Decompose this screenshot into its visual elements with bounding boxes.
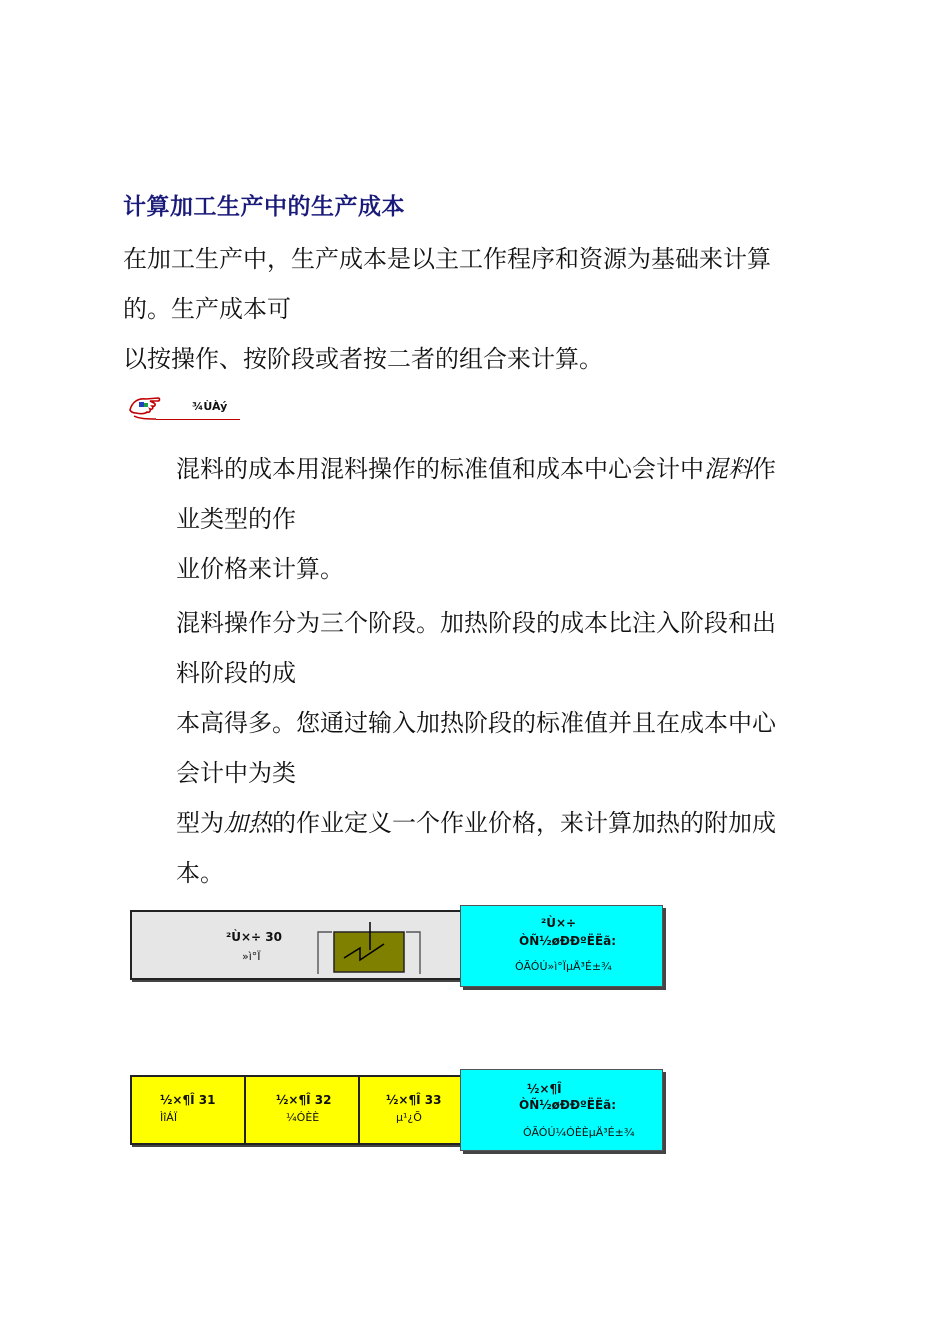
phase-sub: ÌîÁÏ bbox=[160, 1111, 178, 1124]
phase-sub: ¼ÓÈÈ bbox=[286, 1111, 320, 1124]
intro-line: 在加工生产中，生产成本是以主工作程序和资源为基础来计算 bbox=[123, 245, 771, 273]
side-text: ÓÃÓÚ»ì°ÏµÄ³É±¾ bbox=[515, 960, 612, 973]
phase-segment bbox=[132, 1077, 246, 1143]
intro-line: 以按操作、按阶段或者按二者的组合来计算。 bbox=[123, 345, 603, 373]
phases-line: 料阶段的成 bbox=[176, 659, 296, 687]
text: 混料的成本用混料操作的标准值和成本中心会计中 bbox=[176, 455, 704, 483]
emphasis: 加热 bbox=[224, 809, 272, 837]
side-heading: ÒÑ½øÐÐºËËã: bbox=[519, 934, 617, 948]
mixing-line: 业类型的作 bbox=[176, 505, 296, 533]
operation-sub: »ì°Ï bbox=[242, 950, 261, 963]
phase-label: ½×¶Î 31 bbox=[160, 1093, 216, 1107]
phase-sub: µ¹¿Õ bbox=[396, 1111, 422, 1124]
mixing-line: 业价格来计算。 bbox=[176, 555, 344, 583]
phases-line bbox=[176, 798, 836, 848]
phase-segment bbox=[246, 1077, 360, 1143]
phases-line: 本。 bbox=[176, 859, 224, 887]
phase-costing-panel bbox=[460, 1069, 663, 1151]
intro-line: 的。生产成本可 bbox=[123, 295, 291, 323]
text: 型为 bbox=[176, 809, 224, 837]
phase-panel bbox=[130, 1075, 492, 1145]
phases-line: 会计中为类 bbox=[176, 759, 296, 787]
operation-panel bbox=[130, 910, 492, 980]
phases-paragraph bbox=[176, 598, 836, 898]
phase-label: ½×¶Î 32 bbox=[276, 1093, 332, 1107]
example-note bbox=[128, 388, 240, 422]
mixing-paragraph bbox=[176, 444, 836, 594]
intro-paragraph bbox=[123, 234, 833, 384]
page-title: 计算加工生产中的生产成本 bbox=[123, 194, 405, 220]
pointing-hand-icon bbox=[128, 388, 162, 422]
text: 作 bbox=[752, 455, 776, 483]
emphasis: 混料 bbox=[704, 455, 752, 483]
note-rule bbox=[156, 419, 240, 420]
side-title: ½×¶Î bbox=[527, 1082, 562, 1096]
side-heading: ÒÑ½øÐÐºËËã: bbox=[519, 1098, 617, 1112]
note-label: ¾ÙÀý bbox=[192, 400, 228, 413]
text: 的作业定义一个作业价格，来计算加热的附加成 bbox=[272, 809, 776, 837]
mixing-line bbox=[176, 444, 836, 494]
mixer-tank-icon bbox=[314, 920, 424, 976]
side-title: ²Ù×÷ bbox=[541, 916, 577, 930]
operation-costing-panel bbox=[460, 905, 663, 987]
operation-label: ²Ù×÷ 30 bbox=[226, 930, 282, 944]
phase-label: ½×¶Î 33 bbox=[386, 1093, 442, 1107]
side-text: ÓÃÓÚ¼ÓÈÈµÄ³É±¾ bbox=[523, 1126, 635, 1139]
phases-line: 混料操作分为三个阶段。加热阶段的成本比注入阶段和出 bbox=[176, 609, 776, 637]
phases-line: 本高得多。您通过输入加热阶段的标准值并且在成本中心 bbox=[176, 709, 776, 737]
